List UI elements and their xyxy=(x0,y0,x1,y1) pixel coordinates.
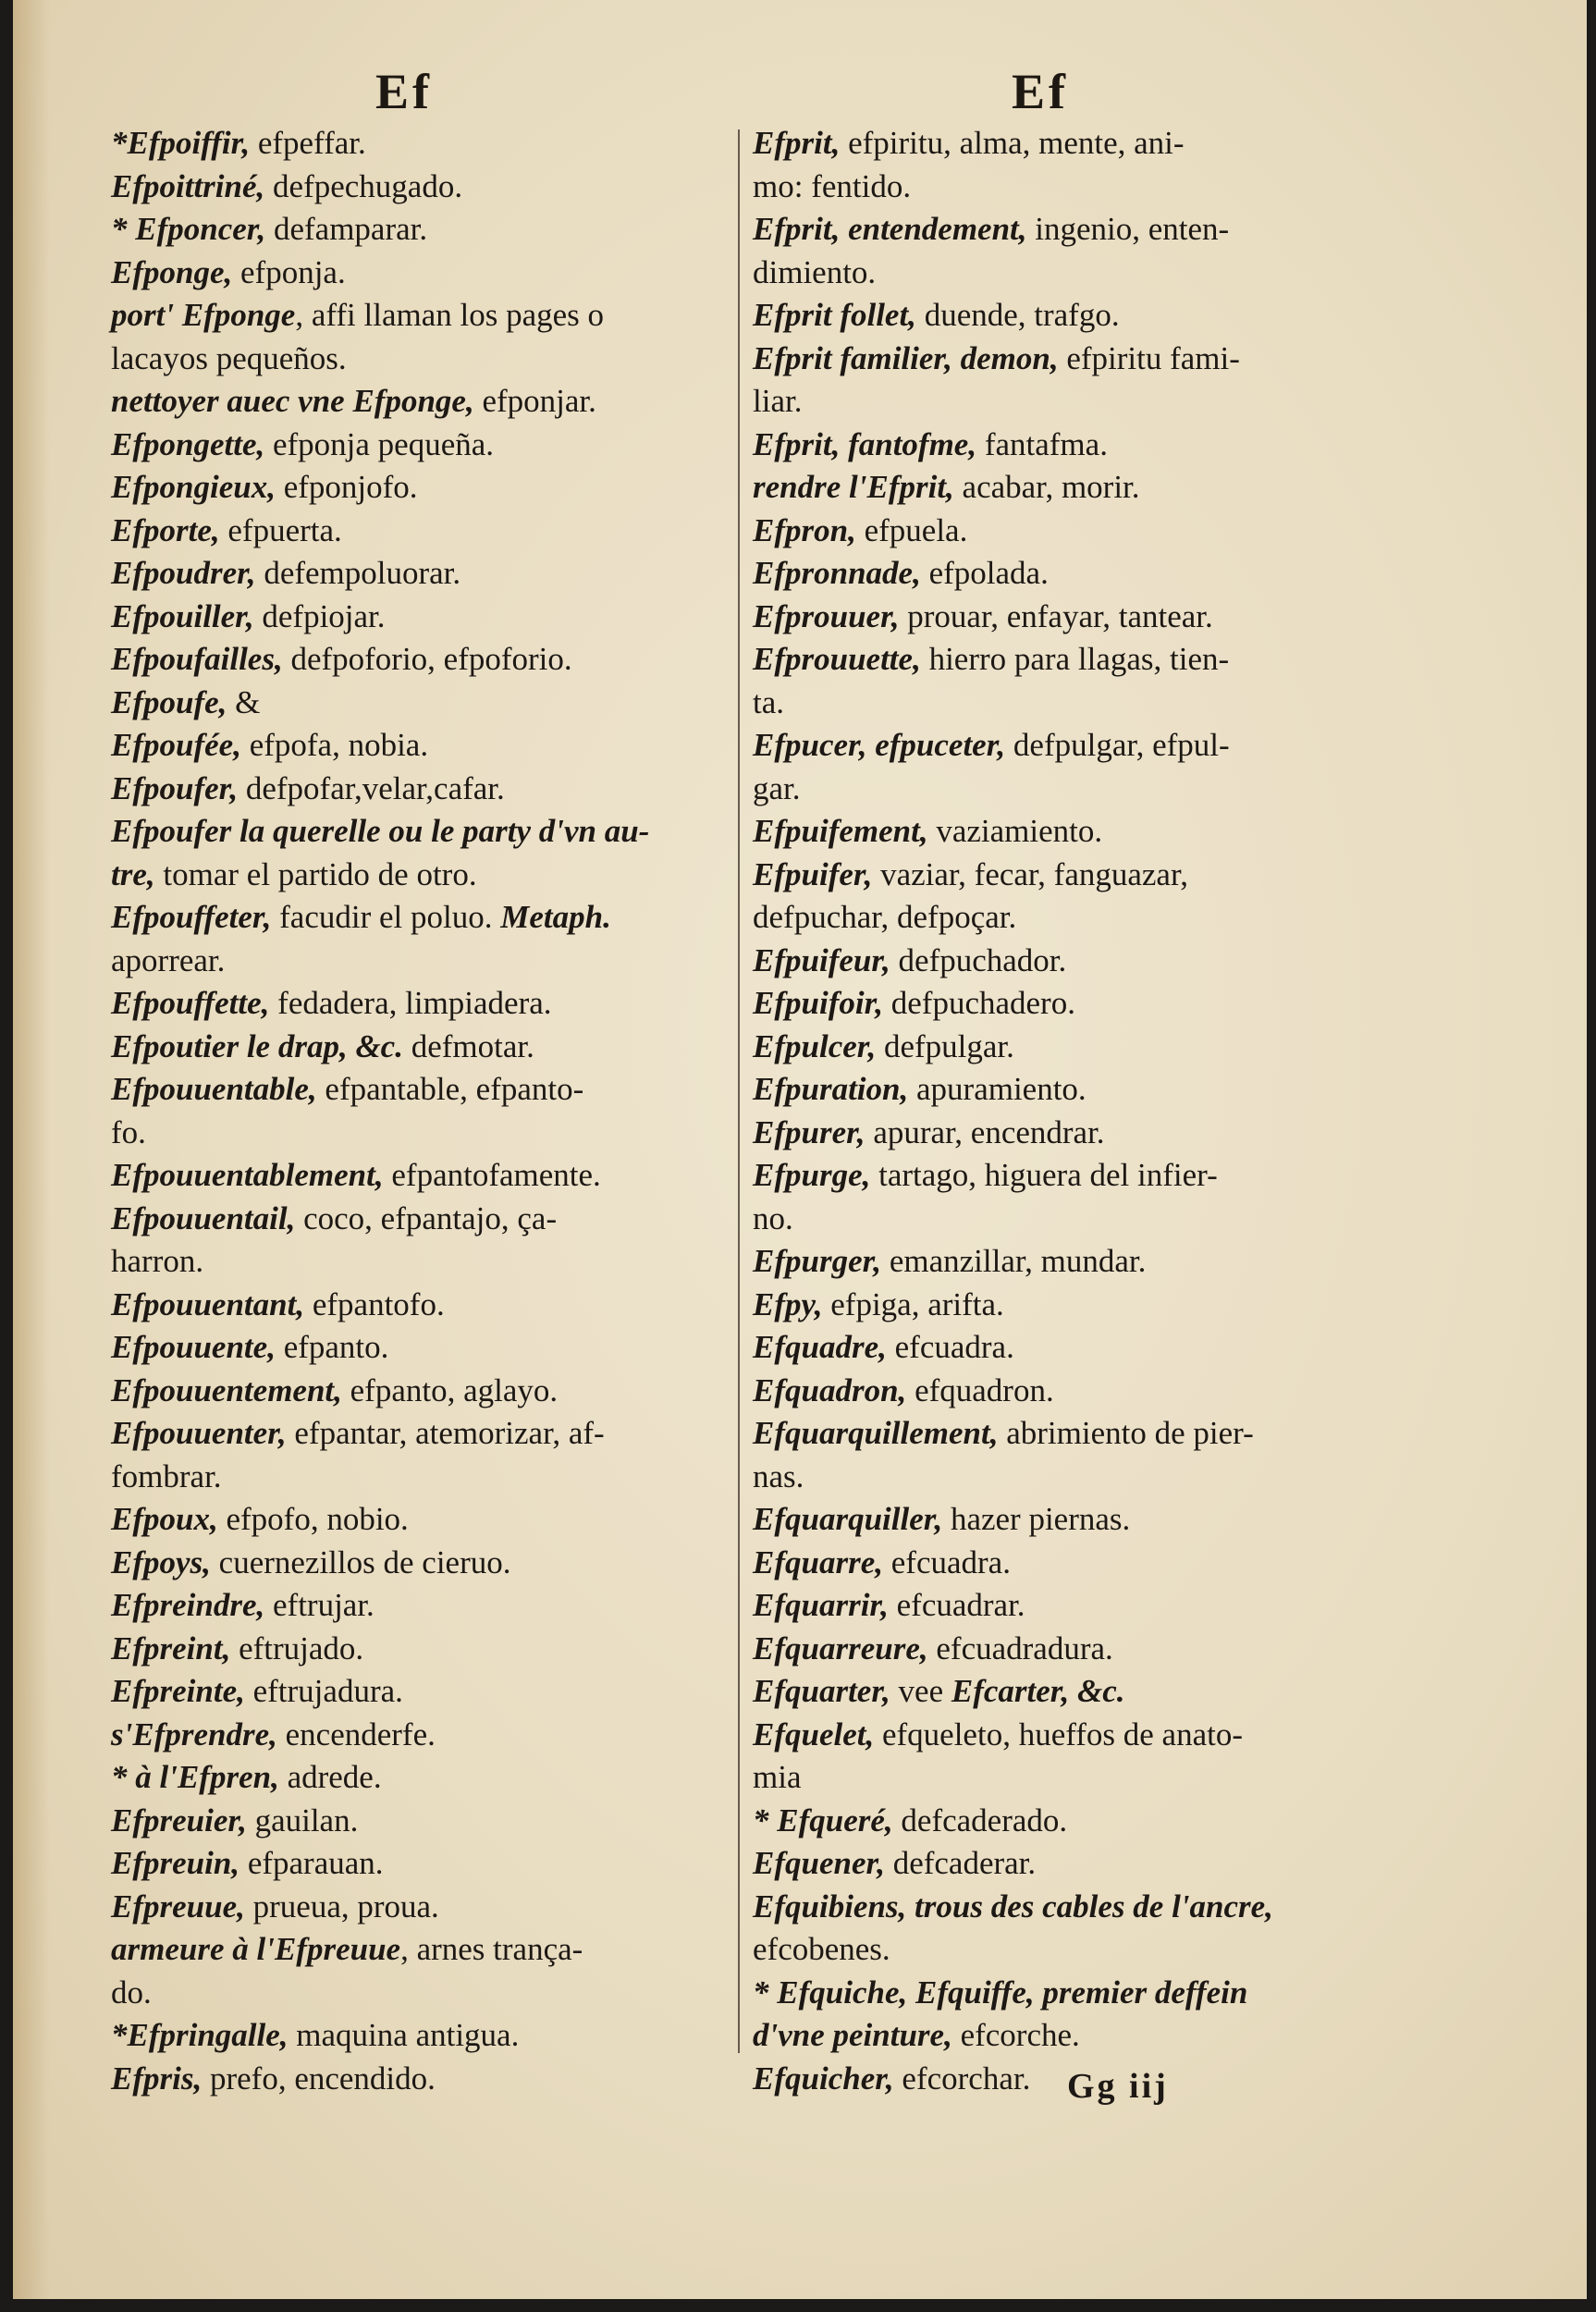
headword: Efprit, fantofme, xyxy=(753,425,977,462)
headword: Efpurer, xyxy=(753,1113,866,1150)
definition: apuramiento. xyxy=(908,1071,1087,1107)
dictionary-entry xyxy=(111,982,725,1026)
dictionary-entry xyxy=(111,1198,725,1284)
italic-note: Efcarter, &c. xyxy=(951,1673,1125,1709)
definition: efpantable, efpanto- xyxy=(316,1071,584,1107)
definition: efpofa, nobia. xyxy=(240,727,429,763)
definition: encenderfe. xyxy=(276,1716,436,1752)
continuation-text: efcorche. xyxy=(951,2017,1080,2053)
definition: prueua, proua. xyxy=(244,1888,439,1925)
dictionary-entry xyxy=(753,294,1363,338)
dictionary-entry xyxy=(753,1240,1363,1284)
running-head-right: Ef xyxy=(1012,64,1069,119)
signature-mark: Gg iij xyxy=(1067,2067,1169,2106)
continuation-line xyxy=(753,896,1363,940)
definition: defpechugado. xyxy=(264,167,463,204)
headword: Efpreint, xyxy=(111,1629,231,1666)
headword: Efporte, xyxy=(111,511,220,548)
definition: efparauan. xyxy=(239,1845,384,1881)
headword: Efpuifement, xyxy=(753,813,928,849)
definition: defpuchador. xyxy=(890,941,1067,978)
definition: defcaderado. xyxy=(892,1802,1068,1839)
headword: Efquarrir, xyxy=(753,1587,889,1623)
dictionary-entry xyxy=(753,1370,1363,1413)
definition: maquina antigua. xyxy=(288,2017,520,2053)
continuation-text: harron. xyxy=(111,1243,204,1279)
headword: Efpoufer, xyxy=(111,769,239,806)
definition: efcuadra. xyxy=(883,1543,1011,1580)
continuation-text: tomar el partido de otro. xyxy=(154,855,477,892)
definition: facudir el poluo. xyxy=(271,899,501,935)
definition: eftrujado. xyxy=(230,1629,364,1666)
continuation-line xyxy=(753,1928,1363,1972)
headword: Efpron, xyxy=(753,511,856,548)
headword: Efprouuette, xyxy=(753,641,921,677)
dictionary-entry xyxy=(753,510,1363,553)
headword: Efpouffette, xyxy=(111,985,270,1021)
dictionary-entry xyxy=(753,1972,1363,2058)
headword: Efpouiller, xyxy=(111,597,254,634)
headword: Efpreuue, xyxy=(111,1888,245,1925)
italic-note: Metaph. xyxy=(500,899,611,935)
definition: defamparar. xyxy=(265,211,428,247)
continuation-line xyxy=(111,1972,725,2015)
headword: Efpouuentable, xyxy=(111,1071,317,1107)
dictionary-entry xyxy=(753,854,1363,940)
left-column xyxy=(111,122,725,2100)
definition: defpuchadero. xyxy=(883,985,1075,1021)
dictionary-entry xyxy=(753,1886,1363,1972)
headword: Efpoutier le drap, &c. xyxy=(111,1027,403,1064)
definition: adrede. xyxy=(278,1759,382,1795)
headword: Efquarreure, xyxy=(753,1629,928,1666)
right-column xyxy=(753,122,1363,2100)
dictionary-entry xyxy=(111,1714,725,1757)
definition: efqueleto, hueffos de anato- xyxy=(874,1716,1244,1752)
headword: *Efpoiffir, xyxy=(111,125,251,161)
definition: efpiritu, alma, mente, ani- xyxy=(840,125,1185,161)
definition: eftrujar. xyxy=(264,1587,374,1623)
continuation-text: fombrar. xyxy=(111,1457,222,1494)
continuation-line xyxy=(753,1456,1363,1499)
continuation-text: lacayos pequeños. xyxy=(111,339,347,376)
headword: Efpoys, xyxy=(111,1543,211,1580)
definition: efpuela. xyxy=(855,511,968,548)
definition: prefo, encendido. xyxy=(202,2060,436,2097)
dictionary-entry xyxy=(111,768,725,811)
continuation-headword: d'vne peinture, xyxy=(753,2017,952,2053)
dictionary-entry xyxy=(111,294,725,380)
dictionary-entry xyxy=(753,1154,1363,1240)
dictionary-entry xyxy=(111,380,725,424)
dictionary-entry xyxy=(111,552,725,596)
continuation-line xyxy=(753,2014,1363,2058)
continuation-line xyxy=(753,1756,1363,1800)
headword: Efpucer, efpuceter, xyxy=(753,727,1006,763)
continuation-text: dimiento. xyxy=(753,253,877,290)
definition: coco, efpantajo, ça- xyxy=(295,1199,558,1236)
headword: Efpoittriné, xyxy=(111,167,265,204)
definition: efponjofo. xyxy=(275,469,418,505)
headword: Efquadre, xyxy=(753,1329,887,1365)
dictionary-entry xyxy=(111,724,725,768)
definition: eftrujadura. xyxy=(244,1673,403,1709)
dictionary-entry xyxy=(753,638,1363,724)
dictionary-entry xyxy=(753,1068,1363,1112)
definition: fedadera, limpiadera. xyxy=(269,985,552,1021)
dictionary-entry xyxy=(111,1154,725,1198)
definition: efpeffar. xyxy=(250,125,366,161)
headword: *Efpringalle, xyxy=(111,2017,289,2053)
definition: defpofar,velar,cafar. xyxy=(238,769,505,806)
dictionary-entry xyxy=(753,1714,1363,1800)
definition: fantafma. xyxy=(976,425,1108,462)
definition: ingenio, enten- xyxy=(1026,211,1230,247)
headword: * Efponcer, xyxy=(111,211,266,247)
continuation-text: aporrear. xyxy=(111,941,226,978)
headword: s'Efprendre, xyxy=(111,1716,277,1752)
headword: Efpuifer, xyxy=(753,855,873,892)
headword: Efprit familier, demon, xyxy=(753,339,1059,376)
dictionary-entry xyxy=(753,338,1363,424)
continuation-text: defpuchar, defpoçar. xyxy=(753,899,1017,935)
definition: vee xyxy=(890,1673,951,1709)
headword: Efquarre, xyxy=(753,1543,883,1580)
dictionary-entry xyxy=(753,1542,1363,1585)
dictionary-entry xyxy=(111,1412,725,1498)
dictionary-entry xyxy=(111,424,725,467)
dictionary-entry xyxy=(111,122,725,166)
dictionary-entry xyxy=(111,596,725,639)
definition: efpanto, aglayo. xyxy=(341,1371,559,1408)
dictionary-entry xyxy=(753,724,1363,810)
dictionary-entry xyxy=(753,1584,1363,1628)
definition: efponjar. xyxy=(473,383,596,419)
definition: efpantar, atemorizar, af- xyxy=(286,1415,605,1451)
continuation-line xyxy=(753,380,1363,424)
definition: defpiojar. xyxy=(253,597,386,634)
headword: Efquibiens, trous des cables de l'ancre, xyxy=(753,1888,1273,1925)
headword: Efpreinte, xyxy=(111,1673,245,1709)
definition: efpuerta. xyxy=(219,511,342,548)
dictionary-entry xyxy=(111,1370,725,1413)
headword: armeure à l'Efpreuue xyxy=(111,1931,401,1967)
definition: hierro para llagas, tien- xyxy=(920,641,1230,677)
continuation-line xyxy=(753,252,1363,295)
headword: Efquadron, xyxy=(753,1371,907,1408)
continuation-text: ta. xyxy=(753,683,785,720)
dictionary-entry xyxy=(753,810,1363,854)
headword: Efpuifeur, xyxy=(753,941,890,978)
continuation-line xyxy=(753,166,1363,209)
headword: Efpouuentablement, xyxy=(111,1157,384,1193)
definition: efquadron. xyxy=(906,1371,1054,1408)
headword: Efquarquillement, xyxy=(753,1415,999,1451)
dictionary-entry xyxy=(111,510,725,553)
dictionary-entry xyxy=(111,2014,725,2058)
headword: nettoyer auec vne Efponge, xyxy=(111,383,474,419)
dictionary-entry xyxy=(111,208,725,252)
headword: Efprit, entendement, xyxy=(753,211,1027,247)
definition: vaziar, fecar, fanguazar, xyxy=(872,855,1188,892)
headword: Efpoufailles, xyxy=(111,641,283,677)
continuation-line xyxy=(111,338,725,381)
headword: Efpreindre, xyxy=(111,1587,265,1623)
dictionary-entry xyxy=(753,466,1363,510)
book-page xyxy=(13,0,1587,2299)
dictionary-entry xyxy=(753,122,1363,208)
dictionary-entry xyxy=(111,638,725,682)
dictionary-entry xyxy=(111,682,725,725)
headword: Efquicher, xyxy=(753,2060,894,2097)
headword: Efpoufée, xyxy=(111,727,241,763)
dictionary-entry xyxy=(753,1112,1363,1155)
headword: rendre l'Efprit, xyxy=(753,469,954,505)
headword: Efpoux, xyxy=(111,1501,218,1537)
headword: * à l'Efpren, xyxy=(111,1759,279,1795)
dictionary-entry xyxy=(753,1800,1363,1843)
dictionary-entry xyxy=(111,1326,725,1370)
headword: Efprit follet, xyxy=(753,297,916,333)
continuation-line xyxy=(753,682,1363,725)
page-gutter-shadow xyxy=(13,0,50,2299)
continuation-headword: tre, xyxy=(111,855,155,892)
definition: efpantofo. xyxy=(304,1285,445,1322)
headword: Efquelet, xyxy=(753,1716,875,1752)
continuation-line xyxy=(753,768,1363,811)
definition: efpiritu fami- xyxy=(1058,339,1240,376)
continuation-text: liar. xyxy=(753,383,803,419)
continuation-line xyxy=(753,1198,1363,1241)
headword: Efpulcer, xyxy=(753,1027,877,1064)
dictionary-entry xyxy=(111,1886,725,1929)
headword: Efpouuente, xyxy=(111,1329,276,1365)
headword: Efpurge, xyxy=(753,1157,871,1193)
definition: defpoforio, efpoforio. xyxy=(282,641,572,677)
definition: defcaderar. xyxy=(884,1845,1037,1881)
definition: efpiga, arifta. xyxy=(822,1285,1004,1322)
dictionary-entry xyxy=(111,2058,725,2101)
column-divider xyxy=(738,129,740,2053)
continuation-text: do. xyxy=(111,1974,152,2011)
dictionary-entry xyxy=(111,1026,725,1069)
continuation-line xyxy=(111,940,725,983)
headword: Efpongieux, xyxy=(111,469,276,505)
dictionary-entry xyxy=(753,1628,1363,1671)
definition: prouar, enfayar, tantear. xyxy=(899,597,1213,634)
definition: efpolada. xyxy=(920,555,1049,591)
dictionary-entry xyxy=(753,1026,1363,1069)
dictionary-entry xyxy=(753,1326,1363,1370)
definition: & xyxy=(227,683,261,720)
dictionary-entry xyxy=(111,166,725,209)
definition: vaziamiento. xyxy=(927,813,1103,849)
headword: Efquener, xyxy=(753,1845,885,1881)
dictionary-entry xyxy=(111,1498,725,1542)
dictionary-entry xyxy=(111,1068,725,1154)
definition: efpanto. xyxy=(275,1329,389,1365)
continuation-line xyxy=(111,854,725,897)
dictionary-entry xyxy=(753,1670,1363,1714)
dictionary-entry xyxy=(753,552,1363,596)
running-head-left: Ef xyxy=(375,64,433,119)
dictionary-entry xyxy=(753,596,1363,639)
headword: Efpouuenter, xyxy=(111,1415,287,1451)
definition: efpofo, nobio. xyxy=(217,1501,409,1537)
dictionary-entry xyxy=(753,940,1363,983)
definition: efponja. xyxy=(232,253,346,290)
headword: Efpouuentant, xyxy=(111,1285,305,1322)
headword: Efpoufe, xyxy=(111,683,227,720)
headword: Efpouuentement, xyxy=(111,1371,342,1408)
headword: Efponge, xyxy=(111,253,233,290)
continuation-text: gar. xyxy=(753,769,801,806)
dictionary-entry xyxy=(753,208,1363,294)
headword: Efquarter, xyxy=(753,1673,890,1709)
headword: Efpuration, xyxy=(753,1071,909,1107)
dictionary-entry xyxy=(111,1670,725,1714)
dictionary-entry xyxy=(111,466,725,510)
continuation-line xyxy=(111,1240,725,1284)
dictionary-entry xyxy=(111,1284,725,1327)
definition: , arnes trança- xyxy=(400,1931,583,1967)
dictionary-entry xyxy=(111,810,725,896)
definition: efcuadradura. xyxy=(927,1629,1113,1666)
dictionary-entry xyxy=(111,1628,725,1671)
headword: Efpouffeter, xyxy=(111,899,272,935)
definition: acabar, morir. xyxy=(953,469,1140,505)
headword: Efpris, xyxy=(111,2060,203,2097)
headword: port' Efponge xyxy=(111,297,296,333)
headword: Efpronnade, xyxy=(753,555,921,591)
dictionary-entry xyxy=(753,1412,1363,1498)
definition: efponja pequeña. xyxy=(264,425,495,462)
definition: defpulgar. xyxy=(876,1027,1014,1064)
headword: Efpurger, xyxy=(753,1243,882,1279)
definition: efcorchar. xyxy=(893,2060,1031,2097)
dictionary-entry xyxy=(753,982,1363,1026)
definition: cuernezillos de cieruo. xyxy=(210,1543,511,1580)
dictionary-entry xyxy=(753,1284,1363,1327)
definition: efcuadra. xyxy=(886,1329,1014,1365)
continuation-line xyxy=(111,1456,725,1499)
continuation-text: efcobenes. xyxy=(753,1931,890,1967)
continuation-text: mia xyxy=(753,1759,802,1795)
headword: * Efqueré, xyxy=(753,1802,893,1839)
definition: defmotar. xyxy=(402,1027,534,1064)
dictionary-entry xyxy=(753,2058,1363,2101)
definition: apurar, encendrar. xyxy=(865,1113,1105,1150)
definition: abrimiento de pier- xyxy=(998,1415,1254,1451)
headword: Efpouuentail, xyxy=(111,1199,296,1236)
headword: Efprouuer, xyxy=(753,597,900,634)
dictionary-entry xyxy=(753,424,1363,467)
headword: Efpreuin, xyxy=(111,1845,240,1881)
definition: duende, trafgo. xyxy=(915,297,1120,333)
definition: defpulgar, efpul- xyxy=(1005,727,1230,763)
headword: Efpongette, xyxy=(111,425,265,462)
dictionary-entry xyxy=(111,1842,725,1886)
headword: Efpoudrer, xyxy=(111,555,256,591)
headword: Efpy, xyxy=(753,1285,823,1322)
dictionary-entry xyxy=(111,1584,725,1628)
continuation-text: mo: fentido. xyxy=(753,167,912,204)
headword: Efpoufer la querelle ou le party d'vn au- xyxy=(111,813,650,849)
definition: efcuadrar. xyxy=(888,1587,1025,1623)
headword: Efpreuier, xyxy=(111,1802,247,1839)
definition: , affi llaman los pages o xyxy=(295,297,605,333)
headword: Efpuifoir, xyxy=(753,985,884,1021)
headword: * Efquiche, Efquiffe, premier deffein xyxy=(753,1974,1248,2011)
continuation-line xyxy=(111,1112,725,1155)
headword: Efprit, xyxy=(753,125,841,161)
dictionary-entry xyxy=(111,1756,725,1800)
definition: hazer piernas. xyxy=(942,1501,1131,1537)
definition: efpantofamente. xyxy=(383,1157,601,1193)
definition: emanzillar, mundar. xyxy=(881,1243,1147,1279)
continuation-text: fo. xyxy=(111,1113,146,1150)
definition: tartago, higuera del infier- xyxy=(870,1157,1218,1193)
dictionary-entry xyxy=(111,896,725,982)
continuation-text: no. xyxy=(753,1199,793,1236)
definition: gauilan. xyxy=(246,1802,359,1839)
dictionary-entry xyxy=(111,252,725,295)
headword: Efquarquiller, xyxy=(753,1501,943,1537)
dictionary-entry xyxy=(111,1928,725,2014)
continuation-text: nas. xyxy=(753,1457,804,1494)
dictionary-entry xyxy=(111,1800,725,1843)
dictionary-entry xyxy=(753,1842,1363,1886)
dictionary-entry xyxy=(111,1542,725,1585)
definition: defempoluorar. xyxy=(255,555,461,591)
dictionary-entry xyxy=(753,1498,1363,1542)
